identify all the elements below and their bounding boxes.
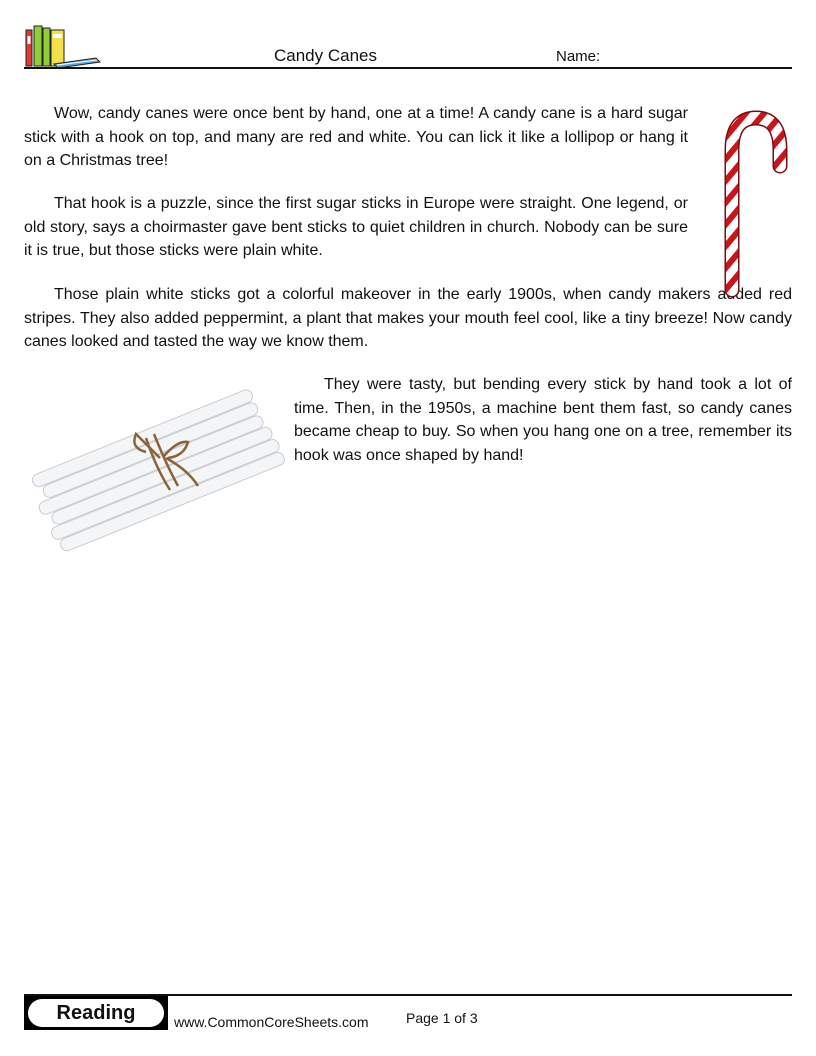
paragraph-4: They were tasty, but bending every stick by hand took a lot of time. Then, in the 1950s, a machine bent them fast, so candy canes became cheap to buy. So when you hang one on a tree, remember its hook was once shaped by hand!: [294, 376, 792, 464]
paragraph-2: That hook is a puzzle, since the first sugar sticks in Europe were straight. One legend, or old story, says a choirmaster gave bent sticks to quiet children in church. Nobody can be sure it is true, but those sticks were plain white.: [24, 195, 688, 259]
worksheet-footer: [24, 994, 792, 1034]
candy-cane-icon: [708, 110, 788, 300]
subject-badge-label: Reading: [28, 999, 164, 1027]
paragraph-3: Those plain white sticks got a colorful makeover in the early 1900s, when candy makers added red stripes. They also added peppermint, a plant that makes your mouth feel cool, like a tiny breeze! Now candy canes looked and tasted the way we know them.: [24, 286, 792, 350]
books-logo-icon: [24, 24, 104, 68]
paragraph-1: Wow, candy canes were once bent by hand, one at a time! A candy cane is a hard sugar stick with a hook on top, and many are red and white. You can lick it like a lollipop or hang it on a Christmas tree!: [24, 105, 688, 169]
sugar-sticks-icon: [28, 378, 286, 554]
header-rule: [24, 67, 792, 69]
name-label: Name:: [556, 48, 601, 65]
worksheet-header: [24, 22, 792, 70]
site-url: www.CommonCoreSheets.com: [174, 1014, 369, 1030]
page-number: Page 1 of 3: [406, 1010, 478, 1026]
subject-badge: [24, 996, 168, 1030]
worksheet-title: Candy Canes: [274, 46, 378, 65]
